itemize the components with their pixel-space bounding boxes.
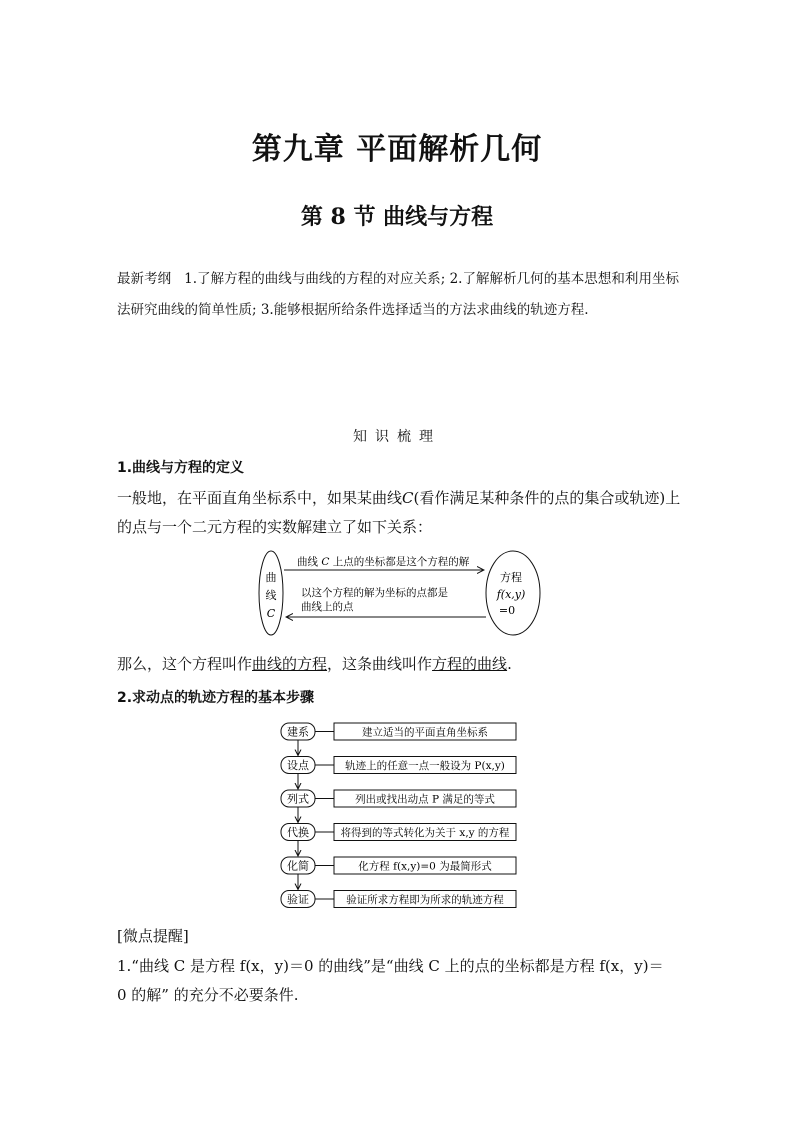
step-key-label: 设点: [287, 759, 309, 772]
step-desc-label: 建立适当的平面直角坐标系: [362, 726, 488, 739]
section-title: 第 8 节 曲线与方程: [300, 204, 494, 230]
backward-relation-label-2: 曲线上的点: [301, 601, 354, 613]
conclusion-text-1: 那么，这个方程叫作: [117, 655, 253, 673]
forward-relation-label: 曲线 C 上点的坐标都是这个方程的解: [297, 556, 470, 568]
step-desc-label: 轨迹上的任意一点一般设为 P(x,y): [345, 760, 505, 772]
conclusion-text-3: .: [507, 655, 512, 673]
curve-equation-term: 曲线的方程: [252, 655, 328, 673]
equation-line-3: =0: [498, 604, 516, 617]
definition-text-2: (看作满足某种条件的点的集合或轨迹)上的点与一个二元方程的实数解建立了如下关系：: [117, 489, 681, 536]
step-key-label: 验证: [287, 893, 309, 906]
outline-text: 1.了解方程的曲线与曲线的方程的对应关系; 2.了解解析几何的基本思想和利用坐标法研究曲线的简单性质; 3.能够根据所给条件选择适当的方法求曲线的轨迹方程.: [117, 271, 680, 318]
flow-step: [281, 757, 516, 790]
step-key-label: 列式: [287, 792, 309, 806]
flow-step: [281, 723, 516, 756]
step-desc-label: 将得到的等式转化为关于 x,y 的方程: [340, 827, 510, 839]
tip-line-1: 1.“曲线 C 是方程 f(x，y)＝0 的曲线”是“曲线 C 上的点的坐标都是方程 f(x，y)＝: [117, 957, 664, 975]
curve-char-1: 曲: [265, 571, 277, 584]
backward-relation-label-1: 以这个方程的解为坐标的点都是: [301, 587, 448, 599]
relation-diagram: [255, 548, 545, 640]
curve-char-3: C: [266, 607, 276, 620]
curve-variable: C: [402, 489, 414, 507]
syllabus-outline: [117, 264, 679, 326]
conclusion-text-2: ，这条曲线叫作: [327, 655, 433, 673]
equation-line-2: f(x,y): [496, 588, 526, 601]
flow-step: [281, 891, 516, 908]
definition-heading: 1.曲线与方程的定义: [117, 460, 245, 476]
definition-text-1: 一般地，在平面直角坐标系中，如果某曲线: [117, 489, 403, 507]
step-desc-label: 列出或找出动点 P 满足的等式: [355, 793, 495, 806]
steps-flowchart: [278, 718, 520, 910]
step-desc-label: 验证所求方程即为所求的轨迹方程: [346, 894, 504, 906]
step-key-label: 代换: [287, 826, 309, 839]
step-key-label: 建系: [287, 725, 309, 739]
curve-char-2: 线: [265, 589, 277, 602]
outline-label: 最新考纲: [117, 271, 172, 287]
step-key-label: 化简: [287, 859, 309, 873]
knowledge-heading: 知识梳理: [353, 429, 441, 445]
definition-conclusion: [117, 650, 681, 679]
flow-step: [281, 790, 516, 823]
chapter-title: 第九章 平面解析几何: [251, 132, 543, 167]
equation-curve-term: 方程的曲线: [432, 655, 508, 673]
tip-line-2: 0 的解” 的充分不必要条件.: [117, 986, 299, 1004]
definition-paragraph: [117, 484, 681, 542]
step-desc-label: 化方程 f(x,y)=0 为最简形式: [358, 860, 492, 873]
flow-step: [281, 857, 516, 890]
steps-heading: 2.求动点的轨迹方程的基本步骤: [117, 690, 315, 706]
tip-heading: [微点提醒]: [117, 927, 189, 945]
equation-line-1: 方程: [500, 571, 522, 584]
flow-step: [281, 824, 516, 857]
